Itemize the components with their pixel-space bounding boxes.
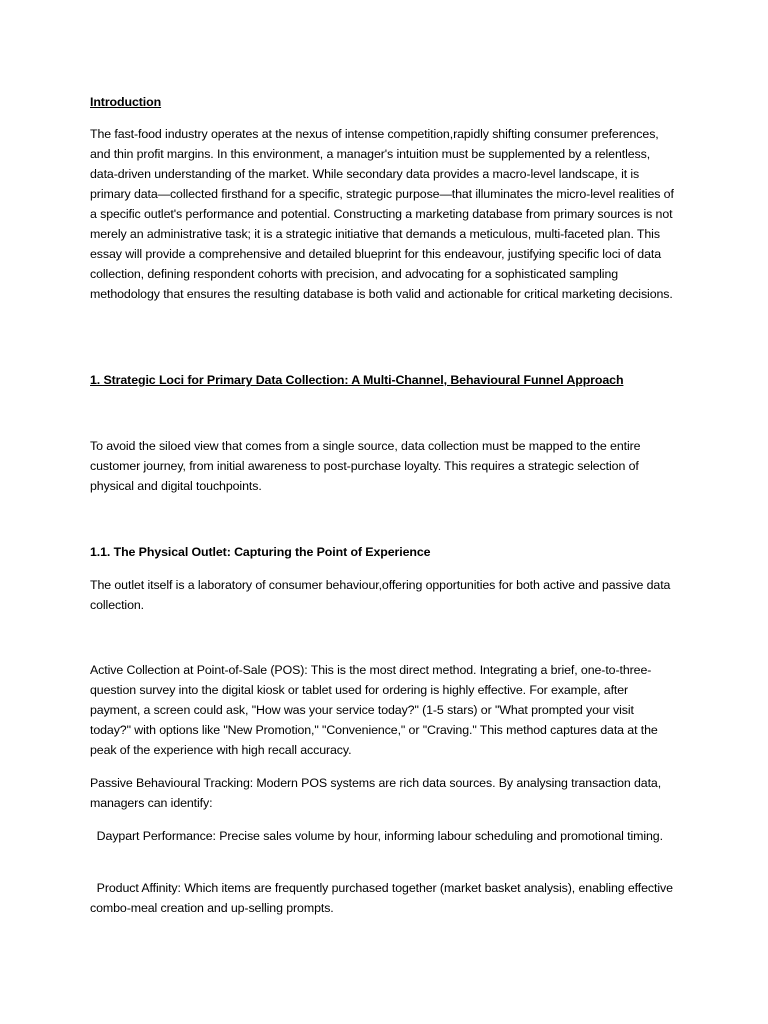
subsection-heading: 1.1. The Physical Outlet: Capturing the Point of Experience — [90, 545, 431, 559]
subsection-paragraph: The outlet itself is a laboratory of consumer behaviour,offering opportunities for both active and passive data collection. — [90, 578, 671, 612]
active-collection-paragraph: Active Collection at Point-of-Sale (POS): This is the most direct method. Integrating a brief, one-to-three-question survey into the digital kiosk or tablet used for ordering is highly effective. For example, after payment, a screen could ask, "How was your service today?" (1-5 stars) or "What prompted your visit today?" with options like "New Promotion," "Convenience," or "Craving." This method captures data at the peak of the experience with high recall accuracy. — [90, 663, 658, 757]
product-affinity-item: Product Affinity: Which items are frequently purchased together (market basket analysis), enabling effective combo-meal creation and up-selling prompts. — [90, 881, 673, 915]
daypart-item: Daypart Performance: Precise sales volume by hour, informing labour scheduling and promotional timing. — [90, 829, 663, 843]
passive-tracking-paragraph: Passive Behavioural Tracking: Modern POS systems are rich data sources. By analysing transaction data, managers can identify: — [90, 776, 662, 810]
intro-heading: Introduction — [90, 95, 162, 109]
intro-paragraph: The fast-food industry operates at the nexus of intense competition,rapidly shifting consumer preferences, and thin profit margins. In this environment, a manager's intuition must be supplemented by a relentless, data-driven understanding of the market. While secondary data provides a macro-level landscape, it is primary data—collected firsthand for a specific, strategic purpose—that illuminates the micro-level realities of a specific outlet's performance and potential. Constructing a marketing database from primary sources is not merely an administrative task; it is a strategic initiative that demands a meticulous, multi-faceted plan. This essay will provide a comprehensive and detailed blueprint for this endeavour, justifying specific loci of data collection, defining respondent cohorts with precision, and advocating for a sophisticated sampling methodology that ensures the resulting database is both valid and actionable for critical marketing decisions. — [90, 127, 674, 301]
section1-paragraph: To avoid the siloed view that comes from a single source, data collection must be mapped to the entire customer journey, from initial awareness to post-purchase loyalty. This requires a strategic selection of physical and digital touchpoints. — [90, 439, 641, 493]
section1-heading: 1. Strategic Loci for Primary Data Collection: A Multi-Channel, Behavioural Funnel Approach — [90, 373, 624, 387]
